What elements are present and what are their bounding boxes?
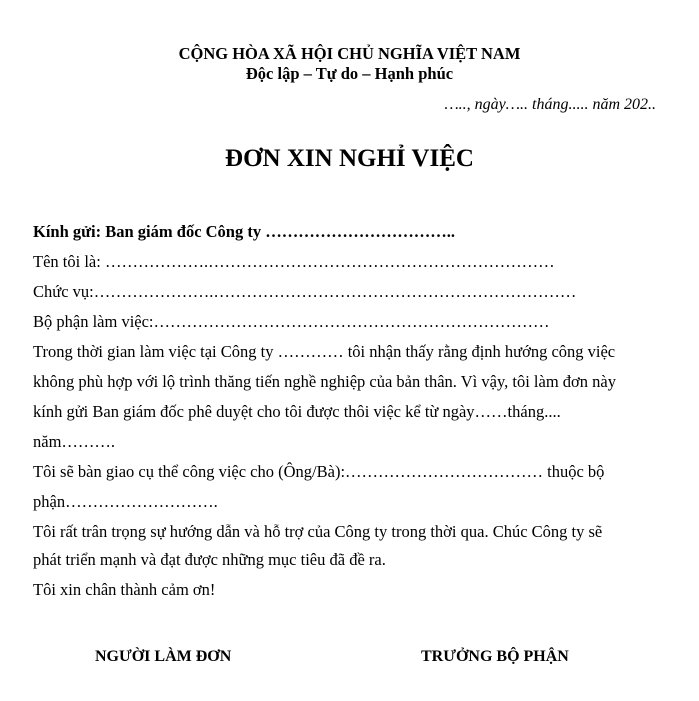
name-field: Tên tôi là: ……………….……………………………………………………… bbox=[33, 252, 555, 271]
position-field: Chức vụ:………………….………………………………………………………… bbox=[33, 282, 577, 301]
applicant-signature-label: NGƯỜI LÀM ĐƠN bbox=[95, 648, 232, 665]
date-line: ….., ngày….. tháng..... năm 202.. bbox=[444, 96, 656, 113]
document-title: ĐƠN XIN NGHỈ VIỆC bbox=[225, 145, 474, 172]
paragraph-line: kính gửi Ban giám đốc phê duyệt cho tôi được thôi việc kể từ ngày……tháng.... bbox=[33, 402, 561, 421]
national-motto: Độc lập – Tự do – Hạnh phúc bbox=[245, 64, 454, 83]
recipient-line: Kính gửi: Ban giám đốc Công ty …………………………….. bbox=[33, 222, 455, 241]
handover-line: Tôi sẽ bàn giao cụ thể công việc cho (Ông/Bà):……………………………… thuộc bộ bbox=[33, 462, 605, 481]
national-title: CỘNG HÒA XÃ HỘI CHỦ NGHĨA VIỆT NAM bbox=[178, 44, 521, 63]
thanks-line: Tôi rất trân trọng sự hướng dẫn và hỗ trợ của Công ty trong thời qua. Chúc Công ty sẽ bbox=[33, 522, 603, 541]
closing-line: Tôi xin chân thành cảm ơn! bbox=[33, 580, 216, 599]
handover-line: phận………………………. bbox=[33, 492, 218, 511]
paragraph-line: năm………. bbox=[33, 432, 116, 451]
department-field: Bộ phận làm việc:……………………………………………………………… bbox=[33, 312, 550, 331]
paragraph-line: không phù hợp với lộ trình thăng tiến nghề nghiệp của bản thân. Vì vậy, tôi làm đơn này bbox=[33, 372, 616, 391]
department-head-signature-label: TRƯỞNG BỘ PHẬN bbox=[421, 648, 569, 665]
paragraph-line: Trong thời gian làm việc tại Công ty ………… tôi nhận thấy rằng định hướng công việc bbox=[33, 342, 616, 361]
thanks-line: phát triển mạnh và đạt được những mục tiêu đã đề ra. bbox=[33, 550, 386, 569]
